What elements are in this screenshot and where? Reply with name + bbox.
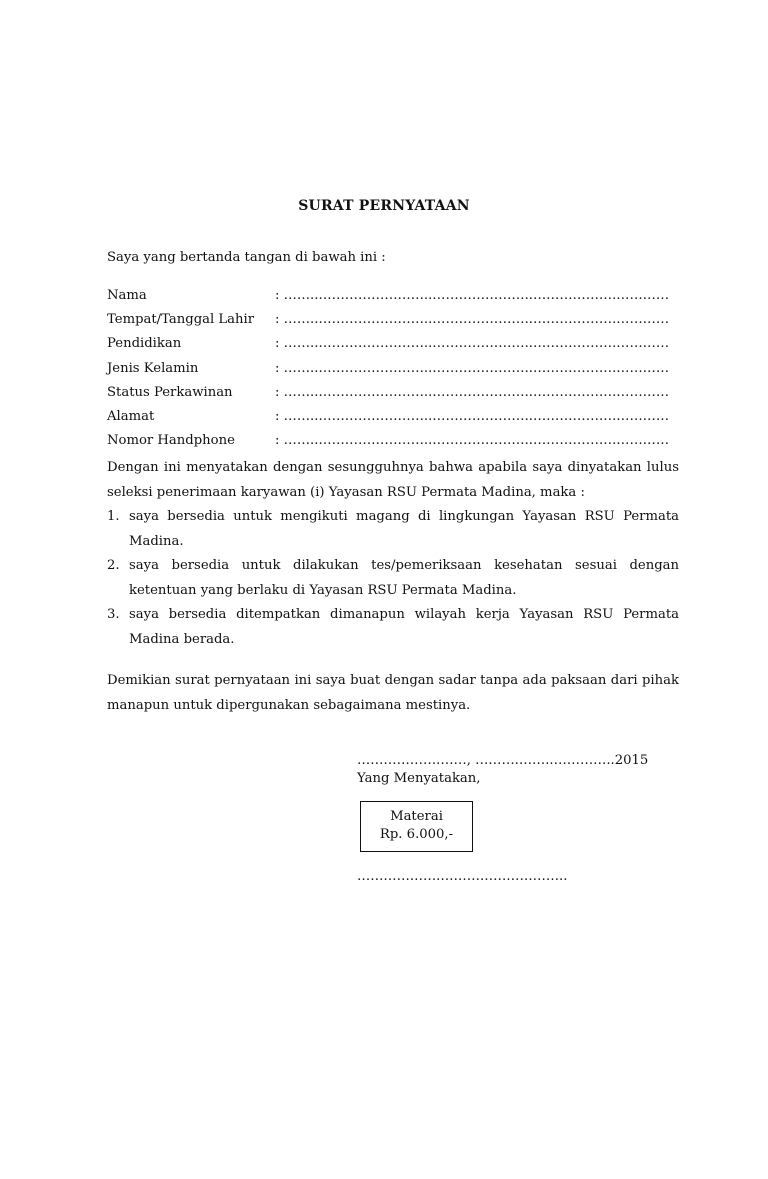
signature-name-line: ……………….………………………..	[357, 869, 568, 884]
field-blank: : ……..……………………..…………………..……………….…………	[275, 311, 670, 327]
list-number: 3.	[107, 607, 120, 622]
field-blank: : ……..……………………..…………………..……………….…………	[275, 360, 670, 376]
field-row-status-perkawinan	[107, 380, 687, 404]
list-text: saya bersedia untuk mengikuti magang di lingkungan Yayasan RSU Permata Madina.	[129, 509, 679, 549]
signer-label: Yang Menyatakan,	[357, 771, 481, 786]
field-row-jenis-kelamin	[107, 356, 687, 380]
field-label: Nomor Handphone	[107, 433, 235, 449]
identity-fields	[107, 283, 687, 453]
stamp-label: Materai	[390, 809, 443, 824]
list-item	[107, 554, 679, 603]
field-row-alamat	[107, 404, 687, 428]
list-number: 2.	[107, 558, 120, 573]
field-row-nomor-handphone	[107, 429, 687, 453]
stamp-box	[360, 801, 473, 852]
intro-text: Saya yang bertanda tangan di bawah ini :	[107, 250, 386, 265]
closing-paragraph: Demikian surat pernyataan ini saya buat dengan sadar tanpa ada paksaan dari pihak manapun untuk dipergunakan sebagaimana mestinya.	[107, 673, 679, 713]
list-item	[107, 505, 679, 554]
list-text: saya bersedia untuk dilakukan tes/pemeriksaan kesehatan sesuai dengan ketentuan yang berlaku di Yayasan RSU Permata Madina.	[129, 558, 679, 598]
list-number: 1.	[107, 509, 120, 524]
list-text: saya bersedia ditempatkan dimanapun wilayah kerja Yayasan RSU Permata Madina berada.	[129, 607, 679, 647]
place-date-line: ……………….……, ……….……..…………..2015	[357, 753, 649, 768]
field-label: Nama	[107, 287, 147, 303]
field-blank: : ……..……………………..…………………..……………….…………	[275, 287, 670, 303]
field-blank: : ……..……………………..…………………..……………….…………	[275, 409, 670, 425]
field-label: Tempat/Tanggal Lahir	[107, 311, 255, 327]
field-blank: : ……..……………………..…………………..……………….…………	[275, 433, 670, 449]
field-row-nama	[107, 283, 687, 307]
field-blank: : ……..……………………..…………………..……………….…………	[275, 384, 670, 400]
commitment-list	[107, 505, 679, 652]
stamp-amount: Rp. 6.000,-	[379, 827, 454, 842]
field-blank: : ……..……………………..…………………..……………….…………	[275, 336, 670, 352]
list-item	[107, 603, 679, 652]
field-row-pendidikan	[107, 332, 687, 356]
document-title: SURAT PERNYATAAN	[298, 198, 470, 214]
statement-paragraph: Dengan ini menyatakan dengan sesungguhnya bahwa apabila saya dinyatakan lulus seleksi penerimaan karyawan (i) Yayasan RSU Permata Madina, maka :	[107, 460, 679, 500]
signature-block	[357, 752, 677, 788]
field-label: Pendidikan	[107, 336, 182, 352]
field-label: Status Perkawinan	[107, 384, 233, 400]
field-label: Alamat	[107, 409, 155, 425]
field-label: Jenis Kelamin	[107, 360, 199, 376]
field-row-tempat-tanggal-lahir	[107, 307, 687, 331]
